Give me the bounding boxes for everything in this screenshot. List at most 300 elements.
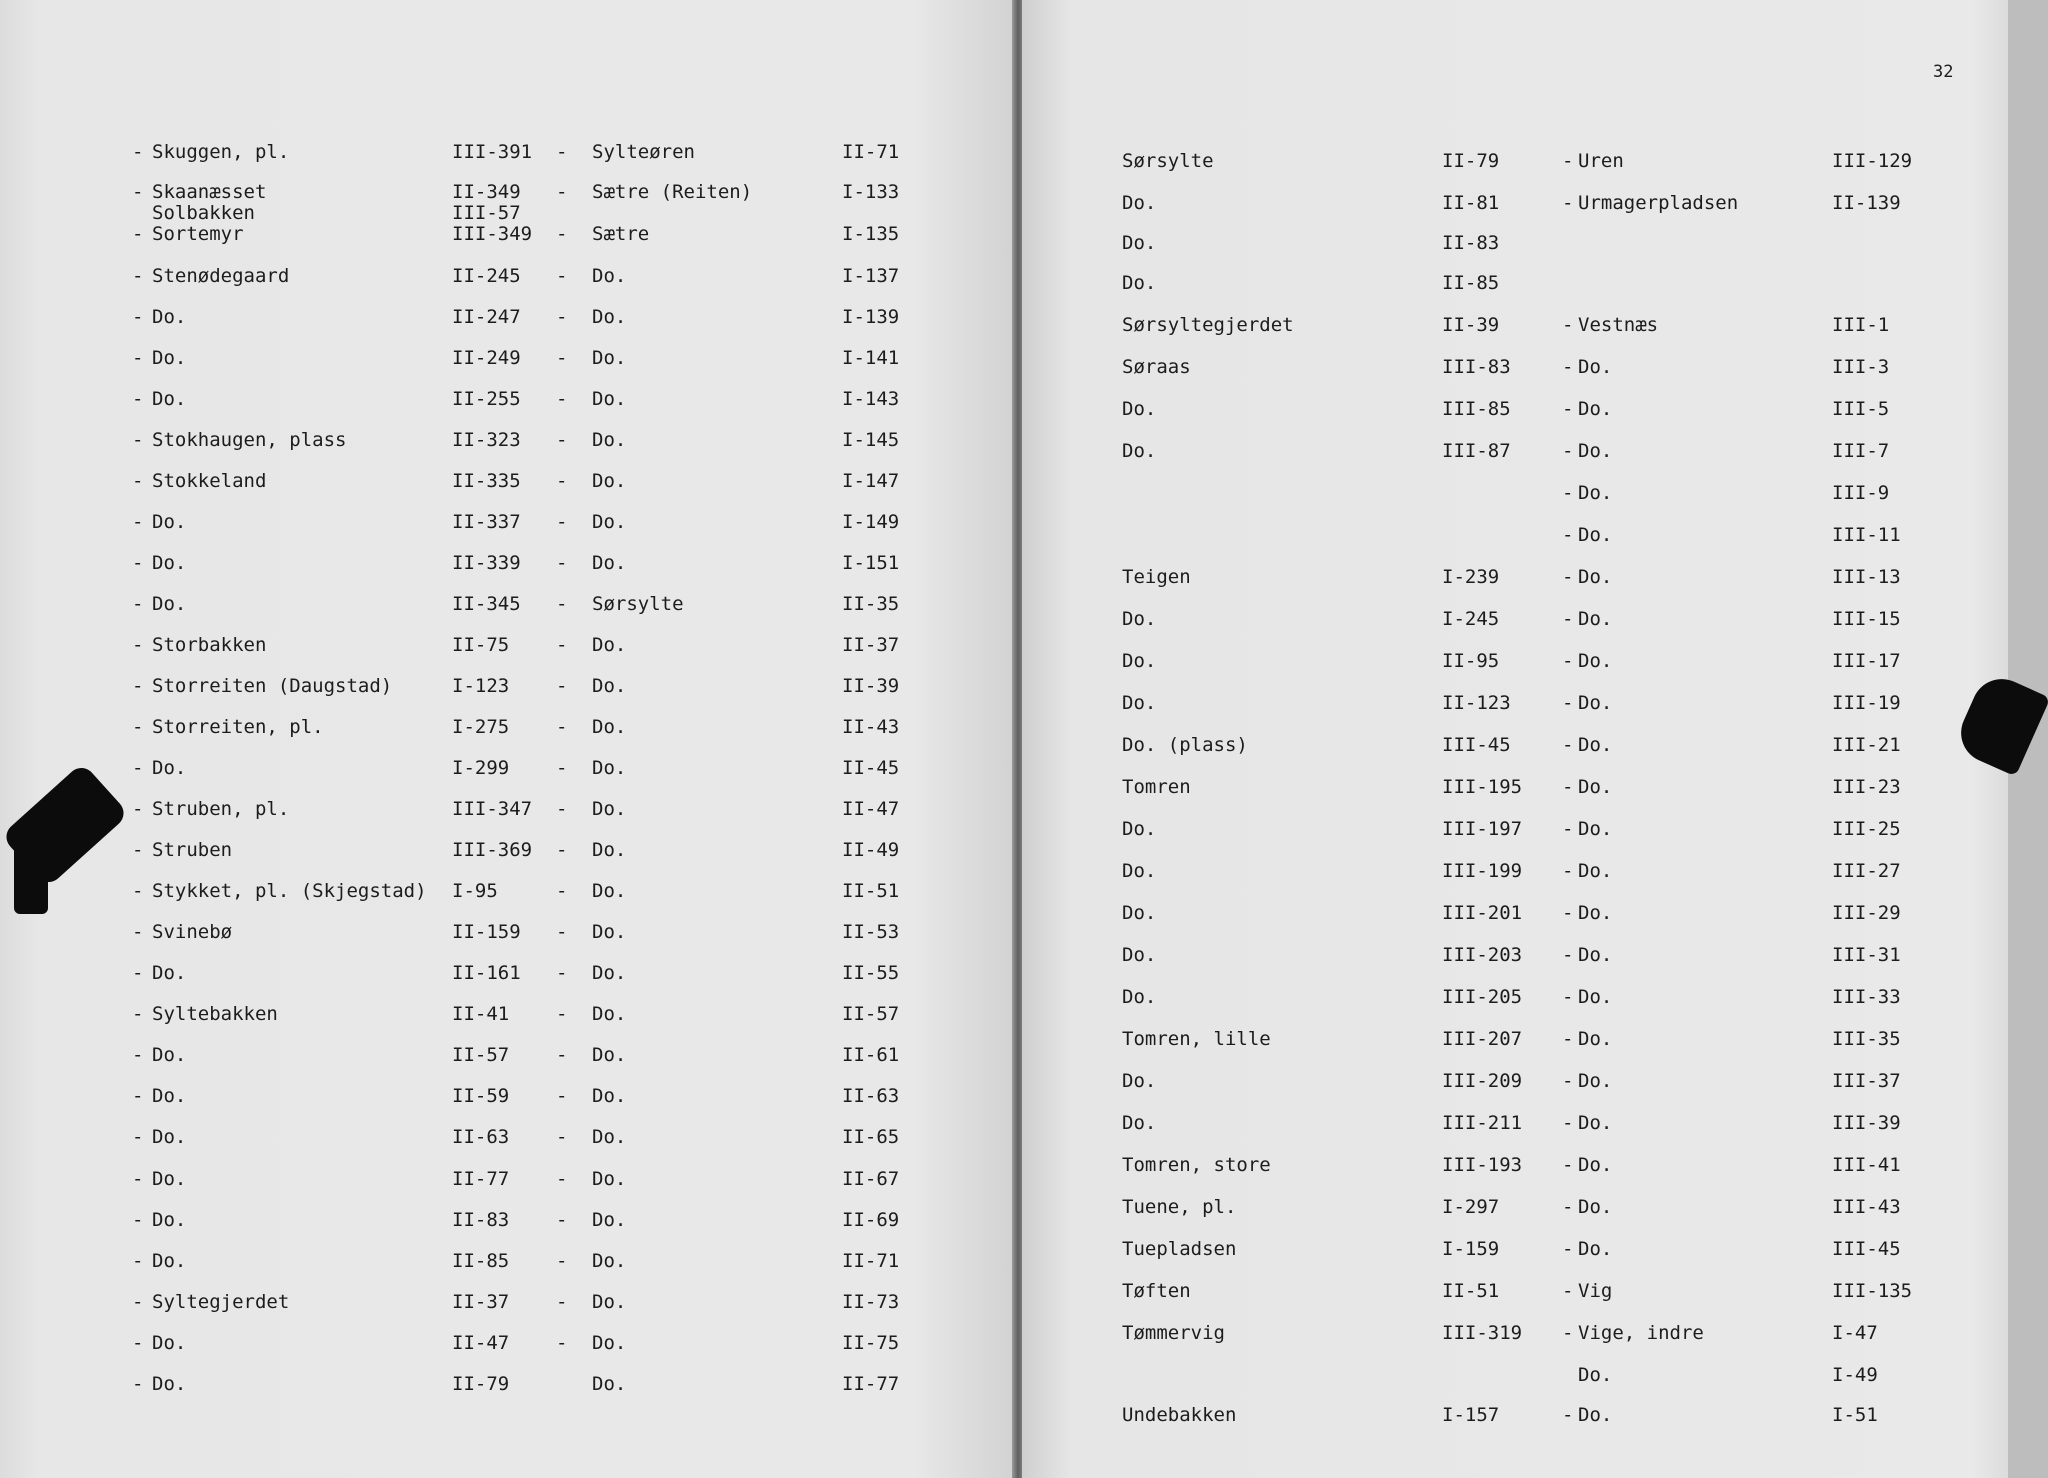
place-name: Stenødegaard <box>152 265 290 287</box>
volume-page-ref: I-143 <box>842 388 900 410</box>
entry-dash: - <box>132 1168 144 1190</box>
entry-dash: - <box>1562 818 1574 840</box>
volume-page-ref: I-141 <box>842 347 900 369</box>
entry-dash: - <box>1562 1196 1574 1218</box>
entry-dash: - <box>132 962 144 984</box>
place-name: Do. <box>592 716 627 738</box>
list-item <box>1022 1192 2002 1222</box>
list-item <box>0 1164 1000 1194</box>
volume-page-ref: I-51 <box>1832 1404 1878 1426</box>
volume-page-ref: II-73 <box>842 1291 900 1313</box>
volume-page-ref: II-43 <box>842 716 900 738</box>
volume-page-ref: II-57 <box>452 1044 510 1066</box>
volume-page-ref: III-45 <box>1832 1238 1901 1260</box>
entry-dash: - <box>132 347 144 369</box>
entry-dash: - <box>1562 1070 1574 1092</box>
place-name: Solbakken <box>152 202 255 224</box>
entry-dash: - <box>132 1044 144 1066</box>
place-name: Tomren, lille <box>1122 1028 1271 1050</box>
entry-dash: - <box>556 429 568 451</box>
volume-page-ref: III-5 <box>1832 398 1890 420</box>
entry-dash: - <box>132 1291 144 1313</box>
place-name: Do. <box>152 1126 187 1148</box>
place-name: Do. <box>592 511 627 533</box>
place-name: Do. <box>592 388 627 410</box>
volume-page-ref: II-41 <box>452 1003 510 1025</box>
place-name: Do. <box>592 1044 627 1066</box>
place-name: Skaanæsset <box>152 181 267 203</box>
entry-dash: - <box>1562 944 1574 966</box>
place-name: Do. <box>152 388 187 410</box>
volume-page-ref: III-13 <box>1832 566 1901 588</box>
list-item <box>1022 562 2002 592</box>
entry-dash: - <box>556 181 568 203</box>
volume-page-ref: II-349 <box>452 181 521 203</box>
list-item <box>0 1369 1000 1399</box>
entry-dash: - <box>556 1250 568 1272</box>
place-name: Sætre (Reiten) <box>592 181 753 203</box>
place-name: Do. <box>152 347 187 369</box>
entry-dash: - <box>1562 776 1574 798</box>
place-name: Sørsylte <box>592 593 684 615</box>
entry-dash: - <box>556 675 568 697</box>
list-item <box>1022 1360 2002 1390</box>
volume-page-ref: III-11 <box>1832 524 1901 546</box>
entry-dash: - <box>1562 150 1574 172</box>
entry-dash: - <box>556 962 568 984</box>
place-name: Do. <box>592 1085 627 1107</box>
place-name: Do. <box>1578 566 1613 588</box>
place-name: Vige, indre <box>1578 1322 1704 1344</box>
volume-page-ref: II-59 <box>452 1085 510 1107</box>
volume-page-ref: III-57 <box>452 202 521 224</box>
list-item <box>0 466 1000 496</box>
volume-page-ref: II-37 <box>842 634 900 656</box>
place-name: Do. <box>1578 734 1613 756</box>
volume-page-ref: I-149 <box>842 511 900 533</box>
volume-page-ref: II-79 <box>452 1373 510 1395</box>
list-item <box>0 753 1000 783</box>
place-name: Do. <box>1578 986 1613 1008</box>
volume-page-ref: III-201 <box>1442 902 1523 924</box>
entry-dash: - <box>556 470 568 492</box>
list-item <box>0 219 1000 249</box>
volume-page-ref: III-33 <box>1832 986 1901 1008</box>
place-name: Do. <box>1122 272 1157 294</box>
place-name: Do. <box>592 962 627 984</box>
place-name: Do. <box>152 1044 187 1066</box>
entry-dash: - <box>556 347 568 369</box>
place-name: Teigen <box>1122 566 1191 588</box>
volume-page-ref: II-255 <box>452 388 521 410</box>
list-item <box>1022 646 2002 676</box>
entry-dash: - <box>1562 734 1574 756</box>
volume-page-ref: III-45 <box>1442 734 1511 756</box>
place-name: Do. <box>592 429 627 451</box>
volume-page-ref: II-323 <box>452 429 521 451</box>
volume-page-ref: II-71 <box>842 141 900 163</box>
volume-page-ref: I-49 <box>1832 1364 1878 1386</box>
place-name: Søraas <box>1122 356 1191 378</box>
list-item <box>0 1328 1000 1358</box>
place-name: Sylteøren <box>592 141 695 163</box>
entry-dash: - <box>556 634 568 656</box>
volume-page-ref: III-29 <box>1832 902 1901 924</box>
place-name: Do. <box>592 880 627 902</box>
list-item <box>0 917 1000 947</box>
entry-dash: - <box>1562 1238 1574 1260</box>
entry-dash: - <box>1562 650 1574 672</box>
place-name: Do. <box>152 1085 187 1107</box>
place-name: Do. <box>1122 902 1157 924</box>
list-item <box>0 712 1000 742</box>
list-item <box>1022 394 2002 424</box>
place-name: Syltebakken <box>152 1003 278 1025</box>
entry-dash: - <box>556 265 568 287</box>
page-number: 32 <box>1933 62 1954 82</box>
list-item <box>0 343 1000 373</box>
volume-page-ref: II-77 <box>842 1373 900 1395</box>
entry-dash: - <box>1562 860 1574 882</box>
volume-page-ref: III-211 <box>1442 1112 1523 1134</box>
entry-dash: - <box>556 388 568 410</box>
list-item <box>1022 1066 2002 1096</box>
volume-page-ref: III-25 <box>1832 818 1901 840</box>
list-item <box>1022 688 2002 718</box>
entry-dash: - <box>1562 482 1574 504</box>
volume-page-ref: II-49 <box>842 839 900 861</box>
place-name: Storreiten, pl. <box>152 716 324 738</box>
list-item <box>1022 730 2002 760</box>
volume-page-ref: II-45 <box>842 757 900 779</box>
place-name: Do. <box>152 593 187 615</box>
volume-page-ref: II-37 <box>452 1291 510 1313</box>
place-name: Do. <box>592 1291 627 1313</box>
place-name: Do. <box>1578 902 1613 924</box>
place-name: Do. <box>152 962 187 984</box>
place-name: Do. <box>1578 608 1613 630</box>
list-item <box>0 1122 1000 1152</box>
entry-dash: - <box>556 1044 568 1066</box>
place-name: Do. <box>1578 776 1613 798</box>
list-item <box>0 999 1000 1029</box>
list-item <box>0 384 1000 414</box>
list-item <box>0 1246 1000 1276</box>
entry-dash: - <box>1562 314 1574 336</box>
place-name: Do. <box>1578 860 1613 882</box>
place-name: Do. <box>152 757 187 779</box>
volume-page-ref: I-151 <box>842 552 900 574</box>
place-name: Sørsylte <box>1122 150 1214 172</box>
volume-page-ref: II-339 <box>452 552 521 574</box>
volume-page-ref: I-135 <box>842 223 900 245</box>
place-name: Do. <box>1578 1364 1613 1386</box>
list-item <box>1022 228 2002 258</box>
entry-dash: - <box>132 1003 144 1025</box>
list-item <box>1022 982 2002 1012</box>
entry-dash: - <box>1562 1404 1574 1426</box>
place-name: Do. <box>592 552 627 574</box>
place-name: Do. <box>1122 860 1157 882</box>
volume-page-ref: I-137 <box>842 265 900 287</box>
place-name: Do. <box>1578 944 1613 966</box>
place-name: Do. <box>1578 1070 1613 1092</box>
place-name: Do. <box>1122 650 1157 672</box>
volume-page-ref: III-195 <box>1442 776 1523 798</box>
list-item <box>1022 604 2002 634</box>
entry-dash: - <box>556 1168 568 1190</box>
place-name: Tomren, store <box>1122 1154 1271 1176</box>
list-item <box>0 548 1000 578</box>
entry-dash: - <box>132 306 144 328</box>
place-name: Tømmervig <box>1122 1322 1225 1344</box>
volume-page-ref: I-145 <box>842 429 900 451</box>
list-item <box>1022 772 2002 802</box>
entry-dash: - <box>556 716 568 738</box>
entry-dash: - <box>132 593 144 615</box>
list-item <box>1022 814 2002 844</box>
volume-page-ref: III-43 <box>1832 1196 1901 1218</box>
list-item <box>0 835 1000 865</box>
volume-page-ref: II-39 <box>1442 314 1500 336</box>
place-name: Do. <box>1122 398 1157 420</box>
place-name: Syltegjerdet <box>152 1291 290 1313</box>
entry-dash: - <box>1562 1280 1574 1302</box>
place-name: Do. <box>152 1168 187 1190</box>
list-item <box>0 261 1000 291</box>
entry-dash: - <box>132 921 144 943</box>
entry-dash: - <box>132 880 144 902</box>
volume-page-ref: II-63 <box>452 1126 510 1148</box>
place-name: Do. <box>592 634 627 656</box>
place-name: Tuene, pl. <box>1122 1196 1237 1218</box>
volume-page-ref: II-63 <box>842 1085 900 1107</box>
place-name: Do. <box>152 1332 187 1354</box>
place-name: Do. <box>1122 440 1157 462</box>
volume-page-ref: II-81 <box>1442 192 1500 214</box>
entry-dash: - <box>1562 1322 1574 1344</box>
place-name: Do. <box>152 306 187 328</box>
list-item <box>1022 1276 2002 1306</box>
volume-page-ref: III-129 <box>1832 150 1913 172</box>
volume-page-ref: II-139 <box>1832 192 1901 214</box>
volume-page-ref: I-275 <box>452 716 510 738</box>
volume-page-ref: III-35 <box>1832 1028 1901 1050</box>
volume-page-ref: II-61 <box>842 1044 900 1066</box>
entry-dash: - <box>132 1085 144 1107</box>
volume-page-ref: I-297 <box>1442 1196 1500 1218</box>
place-name: Do. <box>1578 1238 1613 1260</box>
place-name: Do. <box>592 675 627 697</box>
list-item <box>1022 1234 2002 1264</box>
volume-page-ref: II-57 <box>842 1003 900 1025</box>
volume-page-ref: I-123 <box>452 675 510 697</box>
place-name: Do. <box>592 306 627 328</box>
volume-page-ref: II-75 <box>842 1332 900 1354</box>
place-name: Skuggen, pl. <box>152 141 290 163</box>
place-name: Do. <box>592 470 627 492</box>
entry-dash: - <box>556 798 568 820</box>
entry-dash: - <box>1562 440 1574 462</box>
place-name: Do. <box>1578 524 1613 546</box>
entry-dash: - <box>1562 566 1574 588</box>
volume-page-ref: II-53 <box>842 921 900 943</box>
place-name: Do. <box>592 265 627 287</box>
volume-page-ref: I-157 <box>1442 1404 1500 1426</box>
entry-dash: - <box>556 921 568 943</box>
place-name: Tøften <box>1122 1280 1191 1302</box>
place-name: Struben <box>152 839 233 861</box>
place-name: Do. <box>1122 818 1157 840</box>
place-name: Storreiten (Daugstad) <box>152 675 393 697</box>
volume-page-ref: III-391 <box>452 141 533 163</box>
volume-page-ref: I-147 <box>842 470 900 492</box>
place-name: Do. <box>1578 1404 1613 1426</box>
volume-page-ref: III-197 <box>1442 818 1523 840</box>
volume-page-ref: II-345 <box>452 593 521 615</box>
place-name: Do. <box>1122 1112 1157 1134</box>
place-name: Do. <box>592 1250 627 1272</box>
place-name: Stykket, pl. (Skjegstad) <box>152 880 427 902</box>
volume-page-ref: III-9 <box>1832 482 1890 504</box>
volume-page-ref: II-79 <box>1442 150 1500 172</box>
entry-dash: - <box>556 1332 568 1354</box>
list-item <box>1022 940 2002 970</box>
entry-dash: - <box>556 1126 568 1148</box>
volume-page-ref: III-207 <box>1442 1028 1523 1050</box>
entry-dash: - <box>556 1291 568 1313</box>
place-name: Do. <box>1578 482 1613 504</box>
volume-page-ref: II-69 <box>842 1209 900 1231</box>
entry-dash: - <box>556 593 568 615</box>
place-name: Do. <box>1578 1028 1613 1050</box>
place-name: Do. <box>592 1332 627 1354</box>
place-name: Stokhaugen, plass <box>152 429 347 451</box>
entry-dash: - <box>1562 608 1574 630</box>
volume-page-ref: II-67 <box>842 1168 900 1190</box>
list-item <box>1022 188 2002 218</box>
place-name: Do. <box>152 1373 187 1395</box>
volume-page-ref: I-139 <box>842 306 900 328</box>
place-name: Do. <box>592 798 627 820</box>
list-item <box>0 1081 1000 1111</box>
entry-dash: - <box>556 306 568 328</box>
list-item <box>0 302 1000 332</box>
list-item <box>1022 898 2002 928</box>
volume-page-ref: III-369 <box>452 839 533 861</box>
place-name: Do. <box>1578 1112 1613 1134</box>
entry-dash: - <box>1562 692 1574 714</box>
entry-dash: - <box>1562 398 1574 420</box>
entry-dash: - <box>132 1126 144 1148</box>
volume-page-ref: II-35 <box>842 593 900 615</box>
entry-dash: - <box>1562 1154 1574 1176</box>
list-item <box>0 794 1000 824</box>
volume-page-ref: II-75 <box>452 634 510 656</box>
place-name: Undebakken <box>1122 1404 1237 1426</box>
volume-page-ref: I-159 <box>1442 1238 1500 1260</box>
place-name: Do. <box>1578 398 1613 420</box>
place-name: Stokkeland <box>152 470 267 492</box>
volume-page-ref: III-209 <box>1442 1070 1523 1092</box>
entry-dash: - <box>132 1373 144 1395</box>
entry-dash: - <box>1562 356 1574 378</box>
entry-dash: - <box>132 757 144 779</box>
volume-page-ref: II-55 <box>842 962 900 984</box>
volume-page-ref: II-51 <box>1442 1280 1500 1302</box>
place-name: Do. <box>592 1209 627 1231</box>
entry-dash: - <box>1562 1112 1574 1134</box>
place-name: Do. <box>1122 986 1157 1008</box>
volume-page-ref: III-199 <box>1442 860 1523 882</box>
entry-dash: - <box>556 839 568 861</box>
list-item <box>1022 856 2002 886</box>
volume-page-ref: III-41 <box>1832 1154 1901 1176</box>
volume-page-ref: III-193 <box>1442 1154 1523 1176</box>
volume-page-ref: III-21 <box>1832 734 1901 756</box>
place-name: Do. <box>1122 232 1157 254</box>
volume-page-ref: III-347 <box>452 798 533 820</box>
volume-page-ref: III-85 <box>1442 398 1511 420</box>
entry-dash: - <box>556 1209 568 1231</box>
entry-dash: - <box>132 552 144 574</box>
entry-dash: - <box>132 634 144 656</box>
volume-page-ref: III-205 <box>1442 986 1523 1008</box>
volume-page-ref: I-95 <box>452 880 498 902</box>
entry-dash: - <box>1562 524 1574 546</box>
entry-dash: - <box>556 1003 568 1025</box>
list-item <box>0 1205 1000 1235</box>
volume-page-ref: II-335 <box>452 470 521 492</box>
entry-dash: - <box>556 880 568 902</box>
volume-page-ref: III-87 <box>1442 440 1511 462</box>
volume-page-ref: III-31 <box>1832 944 1901 966</box>
list-item <box>0 1040 1000 1070</box>
list-item <box>0 137 1000 167</box>
place-name: Tuepladsen <box>1122 1238 1237 1260</box>
place-name: Do. <box>592 347 627 369</box>
list-item <box>0 1287 1000 1317</box>
place-name: Do. <box>1578 650 1613 672</box>
place-name: Do. <box>152 511 187 533</box>
entry-dash: - <box>132 388 144 410</box>
volume-page-ref: III-19 <box>1832 692 1901 714</box>
place-name: Do. <box>1578 818 1613 840</box>
volume-page-ref: I-245 <box>1442 608 1500 630</box>
volume-page-ref: III-15 <box>1832 608 1901 630</box>
place-name: Vestnæs <box>1578 314 1659 336</box>
place-name: Tomren <box>1122 776 1191 798</box>
entry-dash: - <box>556 511 568 533</box>
entry-dash: - <box>132 181 144 203</box>
volume-page-ref: I-239 <box>1442 566 1500 588</box>
volume-page-ref: II-249 <box>452 347 521 369</box>
entry-dash: - <box>132 716 144 738</box>
place-name: Svinebø <box>152 921 233 943</box>
entry-dash: - <box>556 1085 568 1107</box>
volume-page-ref: III-27 <box>1832 860 1901 882</box>
volume-page-ref: II-71 <box>842 1250 900 1272</box>
entry-dash: - <box>132 1332 144 1354</box>
volume-page-ref: III-83 <box>1442 356 1511 378</box>
list-item <box>0 425 1000 455</box>
volume-page-ref: II-85 <box>452 1250 510 1272</box>
entry-dash: - <box>556 552 568 574</box>
volume-page-ref: II-247 <box>452 306 521 328</box>
place-name: Do. <box>592 921 627 943</box>
list-item <box>0 671 1000 701</box>
place-name: Sortemyr <box>152 223 244 245</box>
